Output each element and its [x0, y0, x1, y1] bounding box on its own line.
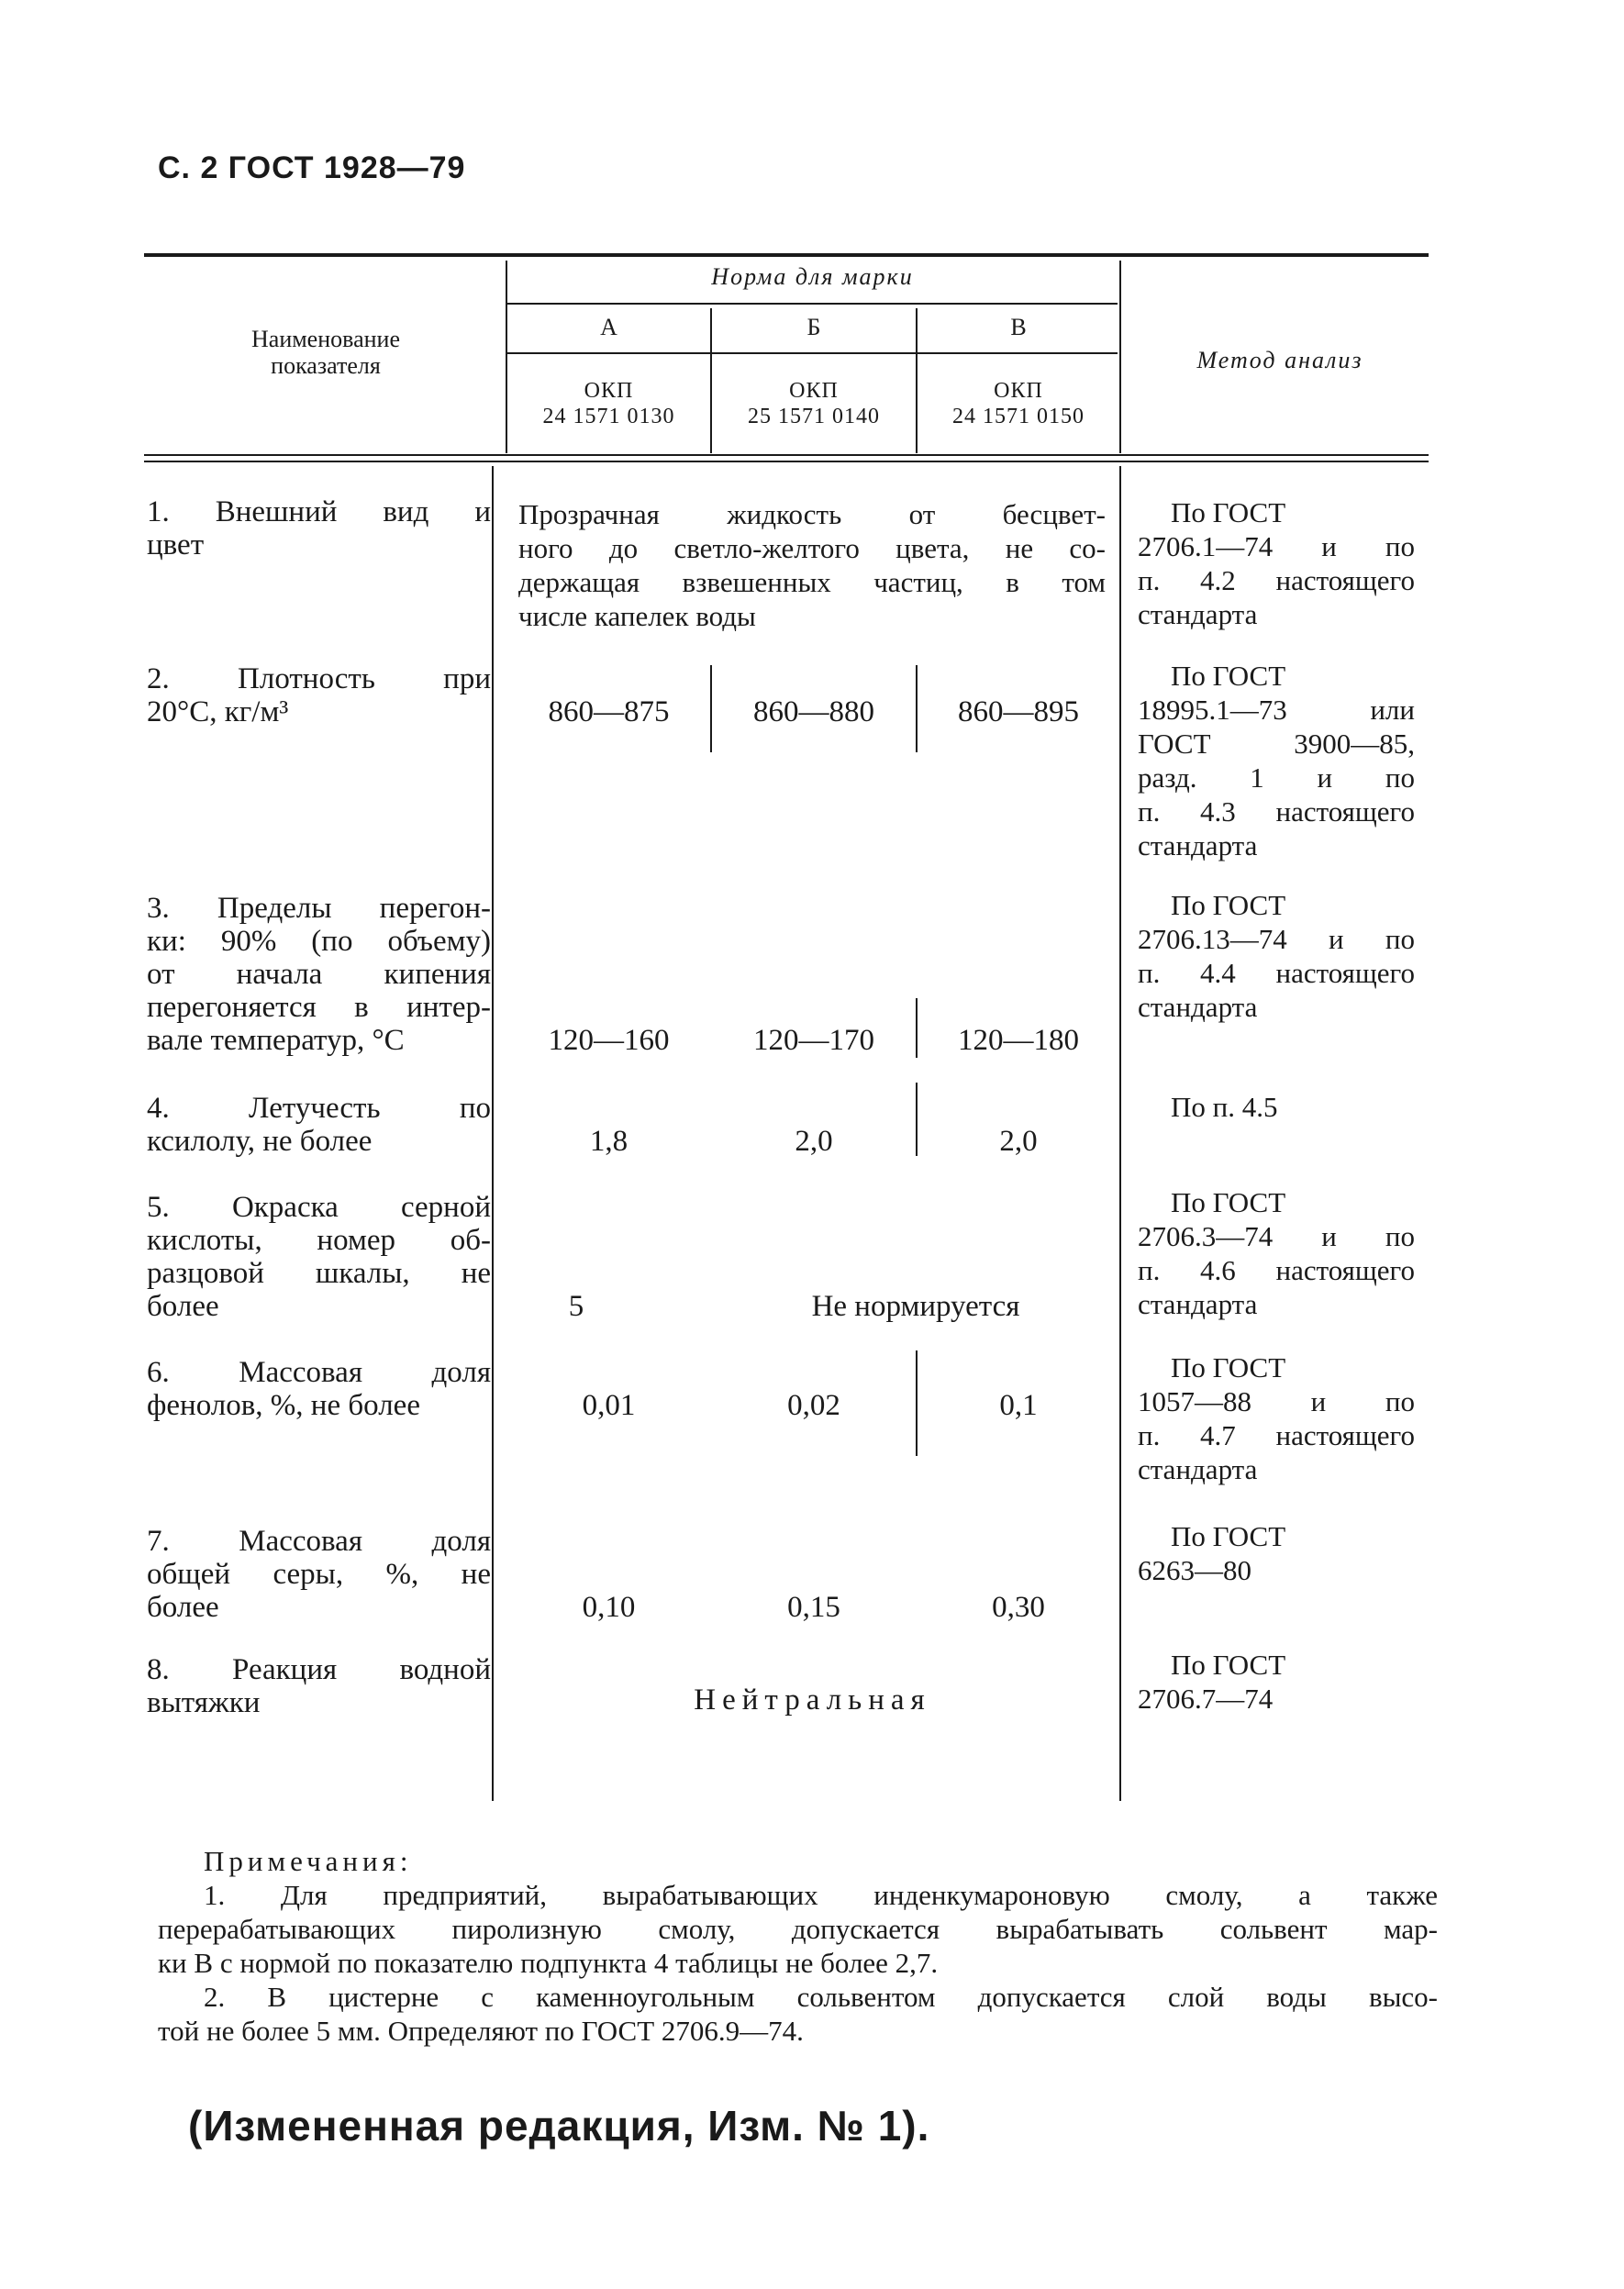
row-1-method: По ГОСТ 2706.1—74 и по п. 4.2 настоящего стандарта — [1138, 496, 1415, 630]
note-1-line-1: 1. Для предприятий, вырабатывающих инденкумароновую смолу, а также — [204, 1879, 1438, 1911]
header-bottom-rule-2 — [144, 461, 1429, 462]
row-1-appearance-norm: Прозрачная жидкость от бесцвет- ного до светло-желтого цвета, не со- держащая взвешенных частиц, в том числе капелек воды — [518, 498, 1106, 632]
row-4-value-c: 2,0 — [999, 1125, 1038, 1158]
row-2-value-a: 860—875 — [548, 695, 670, 728]
row-4-value-a: 1,8 — [589, 1125, 628, 1158]
row-3-value-b: 120—170 — [753, 1024, 874, 1057]
row-6-method: По ГОСТ 1057—88 и по п. 4.7 настоящего стандарта — [1138, 1351, 1415, 1485]
grade-c-code: ОКП 24 1571 0150 — [952, 379, 1085, 428]
row-2-value-b: 860—880 — [753, 695, 874, 728]
row-6-name: 6. Массовая доля фенолов, %, не более — [147, 1356, 491, 1422]
note-1-line-3: ки В с нормой по показателю подпункта 4 таблицы не более 2,7. — [158, 1947, 939, 1979]
column-header-name: Наименование показателя — [251, 326, 400, 379]
col-divider-name-body — [492, 466, 494, 1801]
grade-a-code: ОКП 24 1571 0130 — [542, 379, 675, 428]
row-5-method: По ГОСТ 2706.3—74 и по п. 4.6 настоящего стандарта — [1138, 1186, 1415, 1320]
header-bottom-rule-1 — [144, 454, 1429, 456]
table-top-rule — [144, 253, 1429, 257]
row-5-value-a: 5 — [568, 1290, 584, 1323]
grade-letter-underline — [507, 352, 1118, 354]
note-2-line-2: той не более 5 мм. Определяют по ГОСТ 2706.9—74. — [158, 2015, 804, 2047]
grade-b-letter: Б — [806, 314, 821, 340]
grade-a-letter: А — [600, 314, 617, 340]
row-2-value-c: 860—895 — [958, 695, 1079, 728]
row-4-name: 4. Летучесть по ксилолу, не более — [147, 1092, 491, 1158]
row-7-method: По ГОСТ 6263—80 — [1138, 1520, 1286, 1586]
note-1-line-2: перерабатывающих пиролизную смолу, допускается вырабатывать сольвент мар- — [158, 1913, 1438, 1945]
notes-block — [158, 1844, 1438, 2048]
row-4-value-b: 2,0 — [795, 1125, 833, 1158]
row-6-value-c: 0,1 — [999, 1389, 1038, 1422]
row-5-name: 5. Окраска серной кислоты, номер об- разцовой шкалы, не более — [147, 1191, 491, 1323]
row-1-name: 1. Внешний вид и цвет — [147, 495, 491, 561]
col-divider-method-body — [1119, 466, 1121, 1801]
row-7-value-c: 0,30 — [992, 1591, 1045, 1624]
grade-c-letter: В — [1010, 314, 1027, 340]
row-7-name: 7. Массовая доля общей серы, %, не более — [147, 1525, 491, 1624]
row-7-value-b: 0,15 — [787, 1591, 840, 1624]
amendment-note: (Измененная редакция, Изм. № 1). — [188, 2102, 930, 2150]
col-divider-method-header — [1119, 261, 1121, 453]
row-8-method: По ГОСТ 2706.7—74 — [1138, 1649, 1286, 1715]
row-3-method: По ГОСТ 2706.13—74 и по п. 4.4 настоящего стандарта — [1138, 889, 1415, 1023]
row-4-method: По п. 4.5 — [1171, 1091, 1278, 1123]
norm-header-underline — [507, 303, 1118, 305]
note-2-line-1: 2. В цистерне с каменноугольным сольвентом допускается слой воды высо- — [204, 1981, 1438, 2013]
row-2-method: По ГОСТ 18995.1—73 или ГОСТ 3900—85, разд. 1 и по п. 4.3 настоящего стандарта — [1138, 660, 1415, 861]
row-7-value-a: 0,10 — [582, 1591, 636, 1624]
row-3-value-c: 120—180 — [958, 1024, 1079, 1057]
page-reference: С. 2 ГОСТ 1928—79 — [158, 150, 466, 185]
row-8-neutral-all: Нейтральная — [694, 1683, 931, 1717]
row-8-name: 8. Реакция водной вытяжки — [147, 1653, 491, 1719]
notes-title: Примечания: — [204, 1845, 413, 1877]
row-3-value-a: 120—160 — [548, 1024, 670, 1057]
grade-b-code: ОКП 25 1571 0140 — [748, 379, 880, 428]
row-5-not-normalized: Не нормируется — [811, 1290, 1020, 1323]
row-6-value-a: 0,01 — [582, 1389, 636, 1422]
column-header-method: Метод анализ — [1196, 347, 1363, 373]
row-6-value-b: 0,02 — [787, 1389, 840, 1422]
row-3-name: 3. Пределы перегон- ки: 90% (по объему) от начала кипения перегоняется в интер- вале температур, °С — [147, 892, 491, 1057]
column-header-norm: Норма для марки — [711, 263, 914, 290]
row-2-name: 2. Плотность при 20°С, кг/м³ — [147, 662, 491, 728]
